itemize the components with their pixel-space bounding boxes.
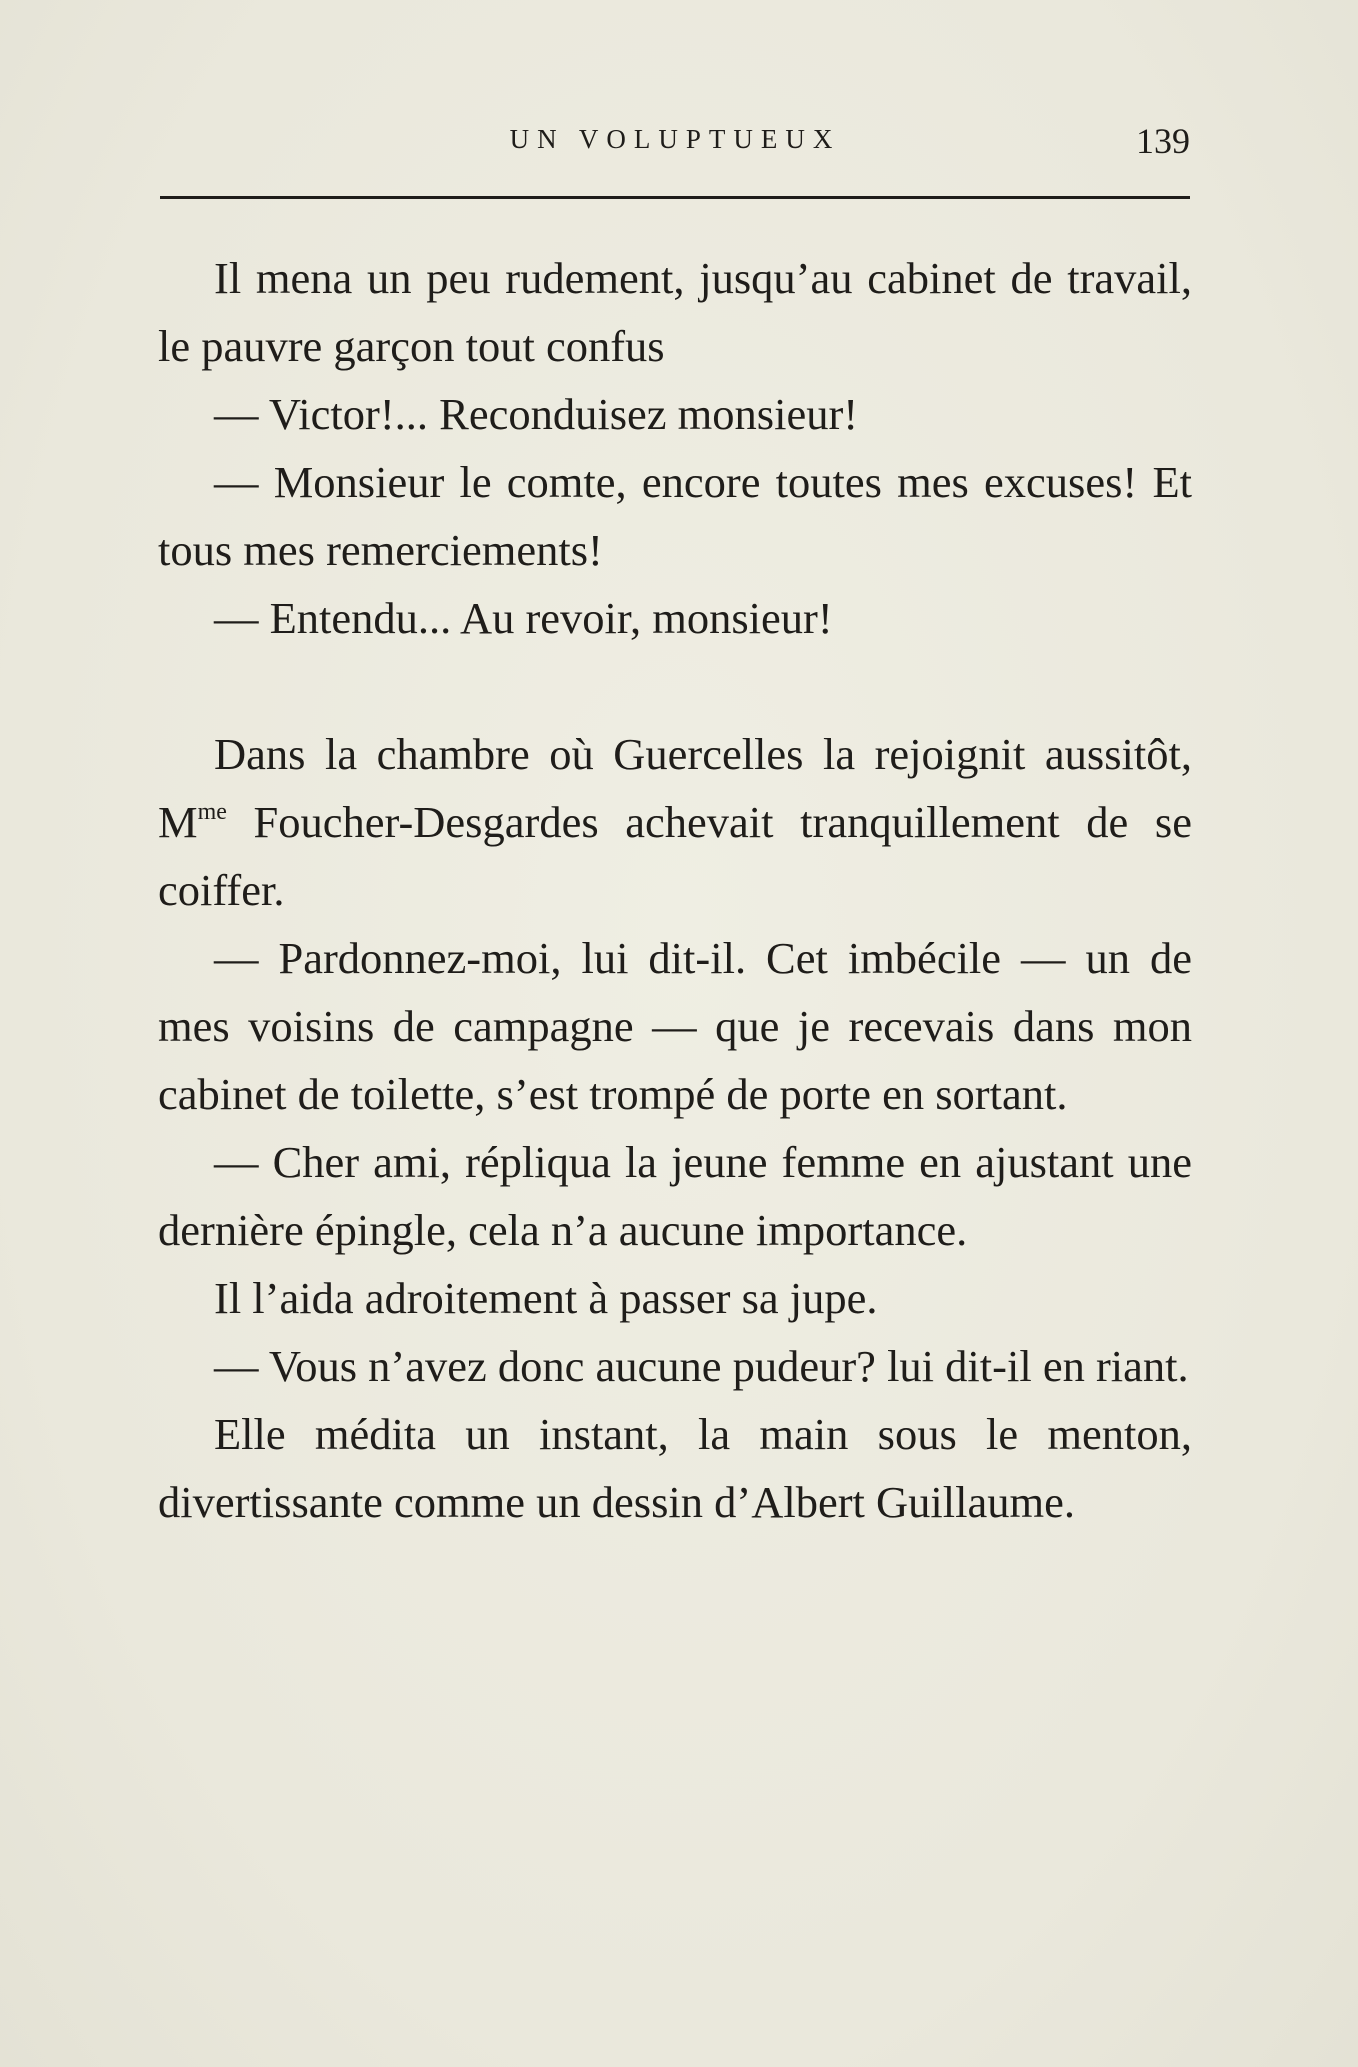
page-number: 139 <box>1136 121 1190 161</box>
body-text <box>158 244 1192 1536</box>
paragraph: Il mena un peu rudement, jusqu’au cabinet de travail, le pauvre garçon tout confus <box>158 253 1192 371</box>
paragraph-text: Foucher-Desgardes achevait tranquillement de se coiffer. <box>158 797 1192 915</box>
paragraph: — Pardonnez-moi, lui dit-il. Cet imbécile — un de mes voisins de campagne — que je recevais dans mon cabinet de toilette, s’est trompé de porte en sortant. <box>158 933 1192 1119</box>
paragraph: Il l’aida adroitement à passer sa jupe. <box>214 1273 878 1323</box>
paragraph: — Entendu... Au revoir, monsieur! <box>214 593 833 643</box>
paragraph <box>158 720 1192 924</box>
paragraph: — Monsieur le comte, encore toutes mes excuses! Et tous mes remerciements! <box>158 457 1192 575</box>
paragraph: — Victor!... Reconduisez monsieur! <box>214 389 859 439</box>
paragraph-text: Dans la chambre où Guercelles la rejoignit aussitôt, M <box>158 729 1192 847</box>
paragraph: Elle médita un instant, la main sous le menton, divertissante comme un dessin d’Albert Guillaume. <box>158 1409 1192 1527</box>
header-rule <box>160 196 1190 199</box>
paragraph: — Vous n’avez donc aucune pudeur? lui dit-il en riant. <box>214 1341 1189 1391</box>
running-head <box>160 120 1190 160</box>
paragraph: — Cher ami, répliqua la jeune femme en ajustant une dernière épingle, cela n’a aucune importance. <box>158 1137 1192 1255</box>
abbreviation-superscript: me <box>197 799 227 825</box>
running-title: UN VOLUPTUEUX <box>509 124 841 154</box>
